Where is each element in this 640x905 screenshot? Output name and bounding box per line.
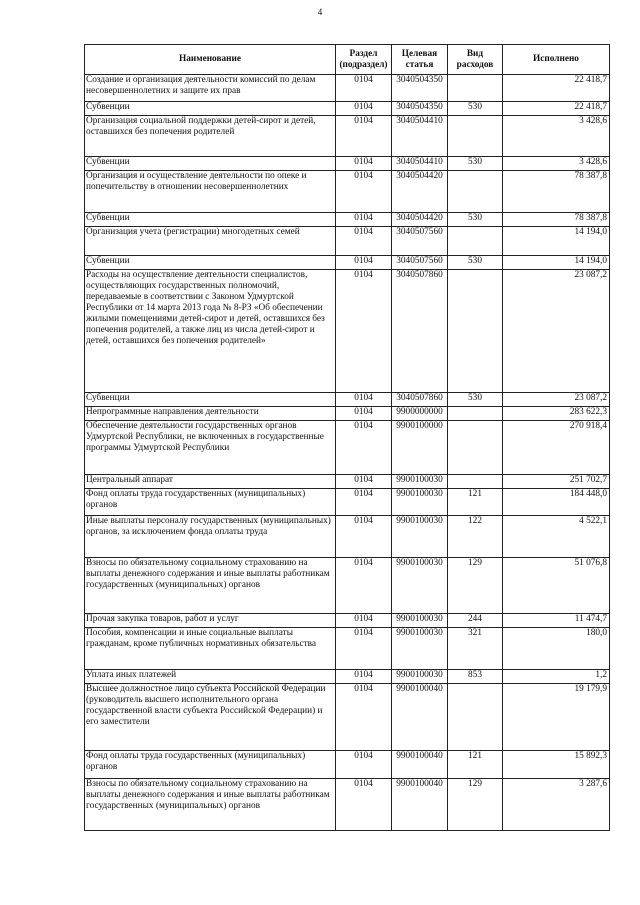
table-row: [85, 628, 610, 670]
cell-section: 0104: [336, 227, 392, 256]
cell-name: Организация и осуществление деятельности по опеке и попечительству в отношении несовершеннолетних: [85, 171, 336, 213]
cell-target: 9900100030: [392, 670, 448, 684]
cell-name: Пособия, компенсации и иные социальные выплаты гражданам, кроме публичных нормативных обязательства: [85, 628, 336, 670]
cell-target: 9900100030: [392, 614, 448, 628]
header-name: Наименование: [85, 45, 336, 75]
cell-executed: 22 418,7: [503, 75, 610, 102]
table-row: [85, 227, 610, 256]
cell-name: Организация учета (регистрации) многодетных семей: [85, 227, 336, 256]
cell-target: 3040507860: [392, 270, 448, 393]
cell-type: [448, 227, 503, 256]
cell-target: 3040507560: [392, 227, 448, 256]
cell-target: 9900100030: [392, 516, 448, 558]
cell-executed: 184 448,0: [503, 489, 610, 516]
cell-section: 0104: [336, 670, 392, 684]
cell-name: Иные выплаты персоналу государственных (муниципальных) органов, за исключением фонда оплаты труда: [85, 516, 336, 558]
cell-section: 0104: [336, 270, 392, 393]
cell-name: Фонд оплаты труда государственных (муниципальных) органов: [85, 751, 336, 779]
cell-name: Создание и организация деятельности комиссий по делам несовершеннолетних и защите их прав: [85, 75, 336, 102]
cell-type: [448, 116, 503, 157]
page-number: 4: [317, 7, 323, 17]
cell-target: 9900100000: [392, 421, 448, 475]
cell-section: 0104: [336, 116, 392, 157]
expenditure-table: [84, 44, 610, 831]
cell-section: 0104: [336, 684, 392, 751]
cell-target: 3040504420: [392, 213, 448, 227]
cell-executed: 3 428,6: [503, 157, 610, 171]
table-row: [85, 393, 610, 407]
cell-type: 244: [448, 614, 503, 628]
cell-type: [448, 684, 503, 751]
cell-executed: 270 918,4: [503, 421, 610, 475]
table-row: [85, 270, 610, 393]
cell-name: Высшее должностное лицо субъекта Российской Федерации (руководитель высшего исполнительного органа государственной власти субъекта Российской Федерации) и его заместители: [85, 684, 336, 751]
cell-executed: 3 287,6: [503, 779, 610, 831]
cell-executed: 15 892,3: [503, 751, 610, 779]
cell-target: 9900100030: [392, 628, 448, 670]
cell-executed: 4 522,1: [503, 516, 610, 558]
header-type: Вид расходов: [448, 45, 503, 75]
table-row: [85, 751, 610, 779]
cell-executed: 19 179,9: [503, 684, 610, 751]
cell-name: Организация социальной поддержки детей-сирот и детей, оставшихся без попечения родителей: [85, 116, 336, 157]
cell-type: 129: [448, 779, 503, 831]
cell-name: Прочая закупка товаров, работ и услуг: [85, 614, 336, 628]
cell-target: 9900100040: [392, 684, 448, 751]
cell-target: 3040504420: [392, 171, 448, 213]
cell-executed: 180,0: [503, 628, 610, 670]
cell-target: 3040504410: [392, 157, 448, 171]
cell-target: 3040504350: [392, 75, 448, 102]
cell-type: 121: [448, 751, 503, 779]
cell-type: 530: [448, 102, 503, 116]
cell-section: 0104: [336, 628, 392, 670]
cell-name: Субвенции: [85, 213, 336, 227]
cell-type: 853: [448, 670, 503, 684]
cell-name: Непрограммные направления деятельности: [85, 407, 336, 421]
cell-name: Взносы по обязательному социальному страхованию на выплаты денежного содержания и иные выплаты работникам государственных (муниципальных) органов: [85, 558, 336, 614]
cell-name: Субвенции: [85, 256, 336, 270]
cell-target: 3040507860: [392, 393, 448, 407]
cell-type: 129: [448, 558, 503, 614]
cell-type: 321: [448, 628, 503, 670]
cell-section: 0104: [336, 421, 392, 475]
cell-name: Расходы на осуществление деятельности специалистов, осуществляющих государственных полномочий, передаваемые в соответствии с Законом Удмуртской Республики от 14 марта 2013 года № 8-РЗ «Об обеспечении жилыми помещениями детей-сирот и детей, оставшихся без попечения родителей, а также лиц из числа детей-сирот и детей, оставшихся без попечения родителей»: [85, 270, 336, 393]
cell-executed: 78 387,8: [503, 171, 610, 213]
cell-target: 9900100040: [392, 779, 448, 831]
cell-type: [448, 407, 503, 421]
cell-name: Субвенции: [85, 393, 336, 407]
cell-target: 9900000000: [392, 407, 448, 421]
cell-type: 530: [448, 256, 503, 270]
cell-section: 0104: [336, 489, 392, 516]
table-row: [85, 213, 610, 227]
table-row: [85, 489, 610, 516]
cell-name: Центральный аппарат: [85, 475, 336, 489]
cell-executed: 283 622,3: [503, 407, 610, 421]
cell-section: 0104: [336, 171, 392, 213]
table-row: [85, 779, 610, 831]
cell-executed: 14 194,0: [503, 256, 610, 270]
table-row: [85, 171, 610, 213]
cell-name: Субвенции: [85, 102, 336, 116]
table-row: [85, 256, 610, 270]
cell-executed: 23 087,2: [503, 270, 610, 393]
table-row: [85, 421, 610, 475]
cell-section: 0104: [336, 75, 392, 102]
cell-target: 3040504350: [392, 102, 448, 116]
cell-type: [448, 270, 503, 393]
cell-section: 0104: [336, 779, 392, 831]
cell-executed: 3 428,6: [503, 116, 610, 157]
cell-target: 9900100030: [392, 475, 448, 489]
cell-section: 0104: [336, 516, 392, 558]
cell-target: 3040507560: [392, 256, 448, 270]
cell-name: Обеспечение деятельности государственных органов Удмуртской Республики, не включенных в государственные программы Удмуртской Республики: [85, 421, 336, 475]
cell-executed: 51 076,8: [503, 558, 610, 614]
cell-type: [448, 421, 503, 475]
cell-section: 0104: [336, 256, 392, 270]
cell-executed: 251 702,7: [503, 475, 610, 489]
cell-section: 0104: [336, 213, 392, 227]
header-target: Целевая статья: [392, 45, 448, 75]
table-row: [85, 157, 610, 171]
table-row: [85, 614, 610, 628]
cell-section: 0104: [336, 558, 392, 614]
table-row: [85, 75, 610, 102]
cell-name: Субвенции: [85, 157, 336, 171]
cell-type: [448, 475, 503, 489]
table-row: [85, 558, 610, 614]
cell-type: 530: [448, 213, 503, 227]
table-header-row: [85, 45, 610, 75]
cell-executed: 14 194,0: [503, 227, 610, 256]
table-row: [85, 407, 610, 421]
header-section: Раздел (подраздел): [336, 45, 392, 75]
table-row: [85, 684, 610, 751]
table-row: [85, 670, 610, 684]
cell-type: [448, 75, 503, 102]
header-executed: Исполнено: [503, 45, 610, 75]
cell-section: 0104: [336, 751, 392, 779]
cell-target: 9900100030: [392, 558, 448, 614]
cell-name: Уплата иных платежей: [85, 670, 336, 684]
cell-name: Фонд оплаты труда государственных (муниципальных) органов: [85, 489, 336, 516]
cell-executed: 22 418,7: [503, 102, 610, 116]
cell-type: 530: [448, 157, 503, 171]
cell-target: 9900100030: [392, 489, 448, 516]
cell-executed: 1,2: [503, 670, 610, 684]
cell-type: [448, 171, 503, 213]
cell-executed: 11 474,7: [503, 614, 610, 628]
cell-executed: 78 387,8: [503, 213, 610, 227]
cell-section: 0104: [336, 102, 392, 116]
cell-name: Взносы по обязательному социальному страхованию на выплаты денежного содержания и иные выплаты работникам государственных (муниципальных) органов: [85, 779, 336, 831]
cell-section: 0104: [336, 614, 392, 628]
cell-type: 121: [448, 489, 503, 516]
cell-section: 0104: [336, 157, 392, 171]
cell-section: 0104: [336, 475, 392, 489]
cell-type: 122: [448, 516, 503, 558]
cell-section: 0104: [336, 407, 392, 421]
cell-target: 3040504410: [392, 116, 448, 157]
cell-executed: 23 087,2: [503, 393, 610, 407]
cell-target: 9900100040: [392, 751, 448, 779]
cell-type: 530: [448, 393, 503, 407]
table-row: [85, 116, 610, 157]
table-row: [85, 102, 610, 116]
cell-section: 0104: [336, 393, 392, 407]
table-row: [85, 516, 610, 558]
table-row: [85, 475, 610, 489]
